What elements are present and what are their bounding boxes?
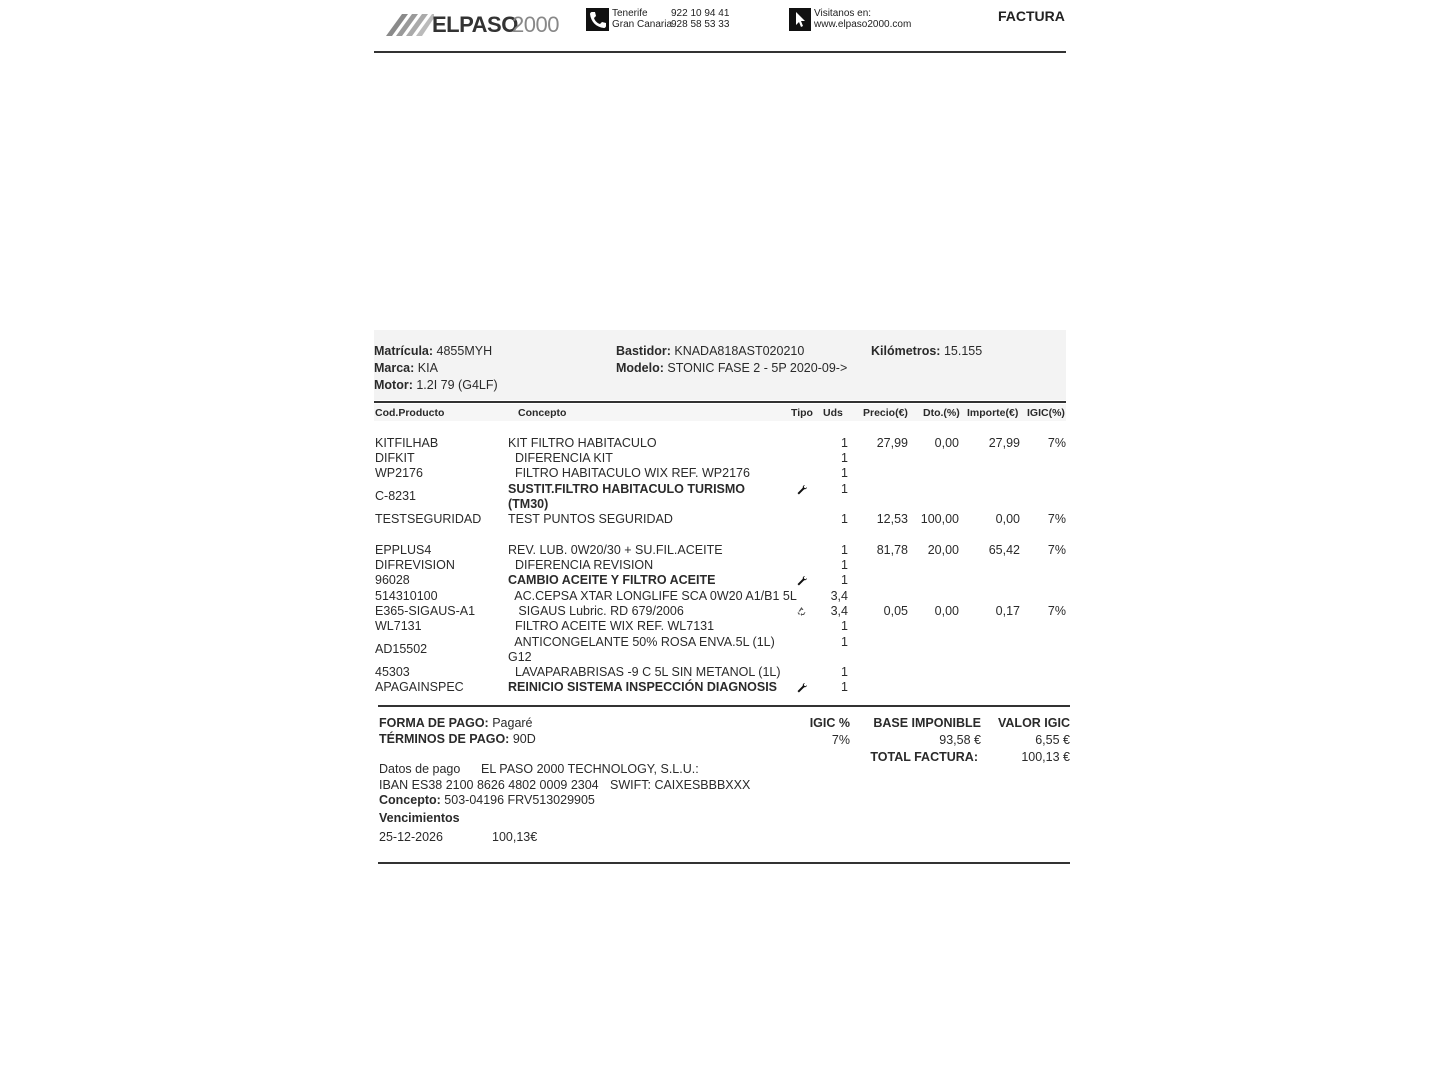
totals-section [800, 716, 1070, 768]
col-igic: IGIC(%) [1027, 407, 1065, 419]
cod-producto: E365-SIGAUS-A1 [375, 604, 476, 618]
logo-number: 2000 [512, 12, 559, 37]
cod-producto: TESTSEGURIDAD [375, 512, 482, 526]
dto: 0,00 [934, 436, 959, 450]
total-factura-value: 100,13 € [1021, 750, 1070, 764]
concepto: FILTRO ACEITE WIX REF. WL7131 [508, 619, 715, 633]
uds: 1 [841, 573, 848, 587]
document-title: FACTURA [998, 8, 1065, 24]
uds: 1 [841, 558, 848, 572]
igic-pct-value: 7% [831, 733, 850, 747]
importe: 65,42 [988, 543, 1020, 557]
uds: 1 [841, 451, 848, 465]
uds: 1 [841, 482, 848, 496]
phone-label-1: Tenerife [612, 8, 648, 19]
vencimientos-label: Vencimientos [379, 811, 460, 825]
company-name: EL PASO 2000 TECHNOLOGY, S.L.U.: [481, 762, 699, 776]
col-precio: Precio(€) [863, 407, 908, 419]
importe: 27,99 [988, 436, 1020, 450]
concepto-continuation: (TM30) [508, 497, 549, 511]
modelo-value: STONIC FASE 2 - 5P 2020-09-> [667, 361, 848, 375]
phone-number-1: 922 10 94 41 [671, 8, 730, 19]
matricula-value: 4855MYH [436, 344, 493, 358]
forma-pago-label: FORMA DE PAGO: [379, 716, 489, 730]
uds: 3,4 [830, 589, 848, 603]
recycle-icon [796, 606, 807, 620]
igic: 7% [1047, 512, 1066, 526]
precio: 27,99 [876, 436, 908, 450]
forma-pago-value: Pagaré [492, 716, 533, 730]
col-uds: Uds [823, 407, 843, 419]
table-bottom-divider [378, 705, 1070, 707]
wrench-icon [796, 682, 808, 697]
concepto: ANTICONGELANTE 50% ROSA ENVA.5L (1L) [508, 635, 775, 649]
valor-igic-value: 6,55 € [1035, 733, 1070, 747]
concepto: CAMBIO ACEITE Y FILTRO ACEITE [508, 573, 716, 587]
vencimiento-date: 25-12-2026 [379, 830, 443, 844]
phone-label-2: Gran Canaria [612, 19, 673, 30]
concepto: DIFERENCIA KIT [508, 451, 613, 465]
payment-concepto-value: 503-04196 FRV513029905 [444, 793, 595, 807]
cod-producto: 45303 [375, 665, 410, 679]
col-cod-producto: Cod.Producto [375, 407, 445, 419]
vencimiento-amount: 100,13€ [492, 830, 538, 844]
valor-igic-header: VALOR IGIC [998, 716, 1070, 730]
dto: 20,00 [927, 543, 959, 557]
base-imponible-header: BASE IMPONIBLE [873, 716, 981, 730]
cod-producto: DIFREVISION [375, 558, 455, 572]
marca-label: Marca: [374, 361, 415, 375]
importe: 0,00 [995, 512, 1020, 526]
uds: 1 [841, 466, 848, 480]
datos-pago-label: Datos de pago [379, 762, 461, 776]
terminos-pago-label: TÉRMINOS DE PAGO: [379, 732, 510, 746]
payment-concepto-label: Concepto: [379, 793, 441, 807]
footer-divider [378, 862, 1070, 864]
uds: 3,4 [830, 604, 848, 618]
uds: 1 [841, 543, 848, 557]
website-url: www.elpaso2000.com [814, 19, 912, 30]
swift: SWIFT: CAIXESBBBXXX [610, 778, 751, 792]
concepto: REINICIO SISTEMA INSPECCIÓN DIAGNOSIS [508, 680, 778, 694]
col-importe: Importe(€) [967, 407, 1019, 419]
bastidor-label: Bastidor: [616, 344, 671, 358]
uds: 1 [841, 665, 848, 679]
total-factura-label: TOTAL FACTURA: [870, 750, 978, 764]
col-dto: Dto.(%) [923, 407, 960, 419]
terminos-pago-value: 90D [512, 732, 536, 746]
matricula-label: Matrícula: [374, 344, 434, 358]
uds: 1 [841, 436, 848, 450]
precio: 81,78 [876, 543, 908, 557]
wrench-icon [796, 575, 808, 590]
uds: 1 [841, 619, 848, 633]
concepto: REV. LUB. 0W20/30 + SU.FIL.ACEITE [508, 543, 723, 557]
motor-label: Motor: [374, 378, 413, 392]
cod-producto: AD15502 [375, 642, 428, 656]
km-label: Kilómetros: [871, 344, 941, 358]
igic: 7% [1047, 604, 1066, 618]
wrench-icon [796, 484, 808, 499]
uds: 1 [841, 512, 848, 526]
payment-section [379, 716, 799, 848]
cod-producto: DIFKIT [375, 451, 415, 465]
uds: 1 [841, 635, 848, 649]
concepto: TEST PUNTOS SEGURIDAD [508, 512, 673, 526]
col-tipo: Tipo [791, 407, 813, 419]
precio: 0,05 [883, 604, 908, 618]
concepto: FILTRO HABITACULO WIX REF. WP2176 [508, 466, 750, 480]
km-value: 15.155 [943, 344, 983, 358]
cod-producto: 514310100 [375, 589, 438, 603]
iban: IBAN ES38 2100 8626 4802 0009 2304 [379, 778, 599, 792]
cod-producto: WP2176 [375, 466, 423, 480]
concepto-continuation: G12 [508, 650, 532, 664]
importe: 0,17 [995, 604, 1020, 618]
phone-number-2: 928 58 53 33 [671, 19, 730, 30]
visit-label: Visitanos en: [814, 8, 872, 19]
uds: 1 [841, 680, 848, 694]
logo-text: ELPASO [432, 12, 518, 37]
bastidor-value: KNADA818AST020210 [674, 344, 805, 358]
motor-value: 1.2I 79 (G4LF) [416, 378, 498, 392]
cod-producto: KITFILHAB [375, 436, 439, 450]
concepto: LAVAPARABRISAS -9 C 5L SIN METANOL (1L) [508, 665, 781, 679]
cod-producto: EPPLUS4 [375, 543, 432, 557]
cod-producto: 96028 [375, 573, 410, 587]
modelo-label: Modelo: [616, 361, 664, 375]
marca-value: KIA [417, 361, 438, 375]
igic: 7% [1047, 436, 1066, 450]
igic: 7% [1047, 543, 1066, 557]
precio: 12,53 [876, 512, 908, 526]
dto: 0,00 [934, 604, 959, 618]
cod-producto: WL7131 [375, 619, 422, 633]
cod-producto: C-8231 [375, 489, 416, 503]
igic-pct-header: IGIC % [809, 716, 850, 730]
concepto: SUSTIT.FILTRO HABITACULO TURISMO [508, 482, 746, 496]
concepto: AC.CEPSA XTAR LONGLIFE SCA 0W20 A1/B1 5L [508, 589, 797, 603]
base-imponible-value: 93,58 € [939, 733, 981, 747]
concepto: KIT FILTRO HABITACULO [508, 436, 657, 450]
cod-producto: APAGAINSPEC [375, 680, 464, 694]
concepto: SIGAUS Lubric. RD 679/2006 [508, 604, 684, 618]
col-concepto: Concepto [518, 407, 567, 419]
concepto: DIFERENCIA REVISION [508, 558, 654, 572]
dto: 100,00 [920, 512, 959, 526]
